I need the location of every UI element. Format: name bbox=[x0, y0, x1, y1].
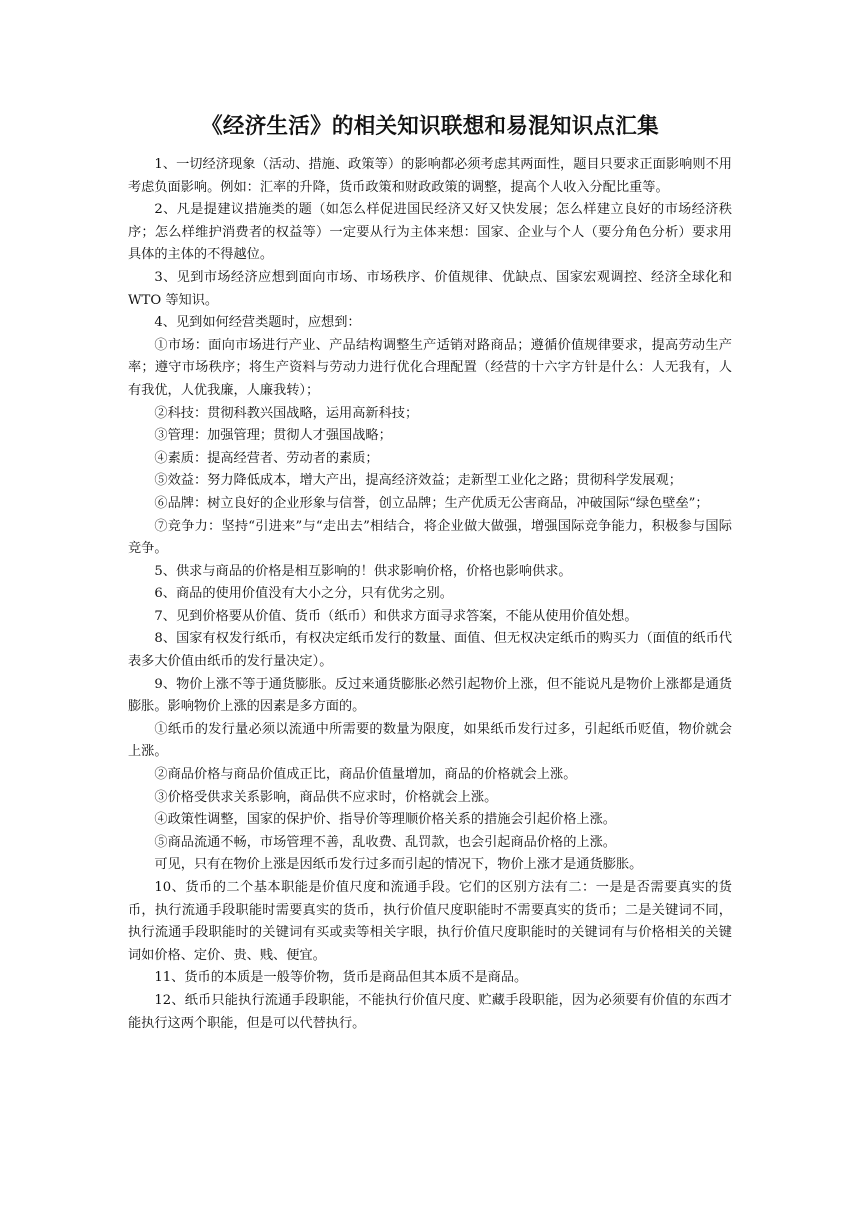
paragraph-9-item-3: ③价格受供求关系影响，商品供不应求时，价格就会上涨。 bbox=[154, 789, 498, 805]
document-title: 《经济生活》的相关知识联想和易混知识点汇集 bbox=[201, 114, 659, 139]
paragraph-4-item-1: ①市场：面向市场进行产业、产品结构调整生产适销对路商品；遵循价值规律要求，提高劳动生产率；遵守市场秩序；将生产资料与劳动力进行优化合理配置（经营的十六字方针是什么：人无我有，人有我优，人优我廉，人廉我转）； bbox=[128, 337, 732, 398]
paragraph-9-item-2: ②商品价格与商品价值成正比，商品价值量增加，商品的价格就会上涨。 bbox=[154, 767, 577, 783]
paragraph-9-item-5: ⑤商品流通不畅，市场管理不善，乱收费、乱罚款，也会引起商品价格的上涨。 bbox=[154, 834, 616, 850]
paragraph-4: 4、见到如何经营类题时，应想到： bbox=[154, 315, 361, 331]
paragraph-4-item-7: ⑦竞争力：坚持“引进来”与“走出去”相结合，将企业做大做强，增强国际竞争能力，积极参与国际竞争。 bbox=[128, 518, 732, 557]
paragraph-10: 10、货币的二个基本职能是价值尺度和流通手段。它们的区别方法有二：一是是否需要真实的货币，执行流通手段职能时需要真实的货币，执行价值尺度职能时不需要真实的货币；二是关键词不同，执行流通手段职能时的关键词有买或卖等相关字眼，执行价值尺度职能时的关键词有与价格相关的关键词如价格、定价、贵、贱、便宜。 bbox=[128, 880, 732, 963]
document-body bbox=[128, 154, 732, 1035]
paragraph-9-conclusion: 可见，只有在物价上涨是因纸币发行过多而引起的情况下，物价上涨才是通货膨胀。 bbox=[154, 857, 643, 873]
paragraph-4-item-5: ⑤效益：努力降低成本，增大产出，提高经济效益；走新型工业化之路；贯彻科学发展观； bbox=[154, 473, 682, 489]
paragraph-9-item-4: ④政策性调整，国家的保护价、指导价等理顺价格关系的措施会引起价格上涨。 bbox=[154, 812, 616, 828]
paragraph-4-item-4: ④素质：提高经营者、劳动者的素质； bbox=[154, 450, 379, 466]
paragraph-12: 12、纸币只能执行流通手段职能，不能执行价值尺度、贮藏手段职能，因为必须要有价值的东西才能执行这两个职能，但是可以代替执行。 bbox=[128, 992, 732, 1031]
paragraph-4-item-3: ③管理：加强管理；贯彻人才强国战略； bbox=[154, 428, 392, 444]
paragraph-2: 2、凡是提建议措施类的题（如怎么样促进国民经济又好又快发展；怎么样建立良好的市场经济秩序；怎么样维护消费者的权益等）一定要从行为主体来想：国家、企业与个人（要分角色分析）要求用具体的主体的不得越位。 bbox=[128, 202, 732, 263]
paragraph-4-item-6: ⑥品牌：树立良好的企业形象与信誉，创立品牌；生产优质无公害商品，冲破国际“绿色壁垒”； bbox=[154, 495, 709, 511]
paragraph-7: 7、见到价格要从价值、货币（纸币）和供求方面寻求答案，不能从使用价值处想。 bbox=[154, 608, 638, 624]
paragraph-8: 8、国家有权发行纸币，有权决定纸币发行的数量、面值、但无权决定纸币的购买力（面值的纸币代表多大价值由纸币的发行量决定）。 bbox=[128, 631, 732, 670]
paragraph-1: 1、一切经济现象（活动、措施、政策等）的影响都必须考虑其两面性，题目只要求正面影响则不用考虑负面影响。例如：汇率的升降，货币政策和财政政策的调整，提高个人收入分配比重等。 bbox=[128, 157, 732, 195]
paragraph-9: 9、物价上涨不等于通货膨胀。反过来通货膨胀必然引起物价上涨，但不能说凡是物价上涨都是通货膨胀。影响物价上涨的因素是多方面的。 bbox=[128, 676, 732, 715]
paragraph-3: 3、见到市场经济应想到面向市场、市场秩序、价值规律、优缺点、国家宏观调控、经济全球化和 WTO 等知识。 bbox=[128, 269, 732, 308]
paragraph-11: 11、货币的本质是一般等价物，货币是商品但其本质不是商品。 bbox=[154, 970, 528, 986]
paragraph-4-item-2: ②科技：贯彻科教兴国战略，运用高新科技； bbox=[154, 405, 419, 421]
paragraph-6: 6、商品的使用价值没有大小之分，只有优劣之别。 bbox=[154, 586, 453, 602]
paragraph-9-item-1: ①纸币的发行量必须以流通中所需要的数量为限度，如果纸币发行过多，引起纸币贬值，物价就会上涨。 bbox=[128, 721, 732, 760]
paragraph-5: 5、供求与商品的价格是相互影响的！供求影响价格，价格也影响供求。 bbox=[154, 563, 572, 579]
